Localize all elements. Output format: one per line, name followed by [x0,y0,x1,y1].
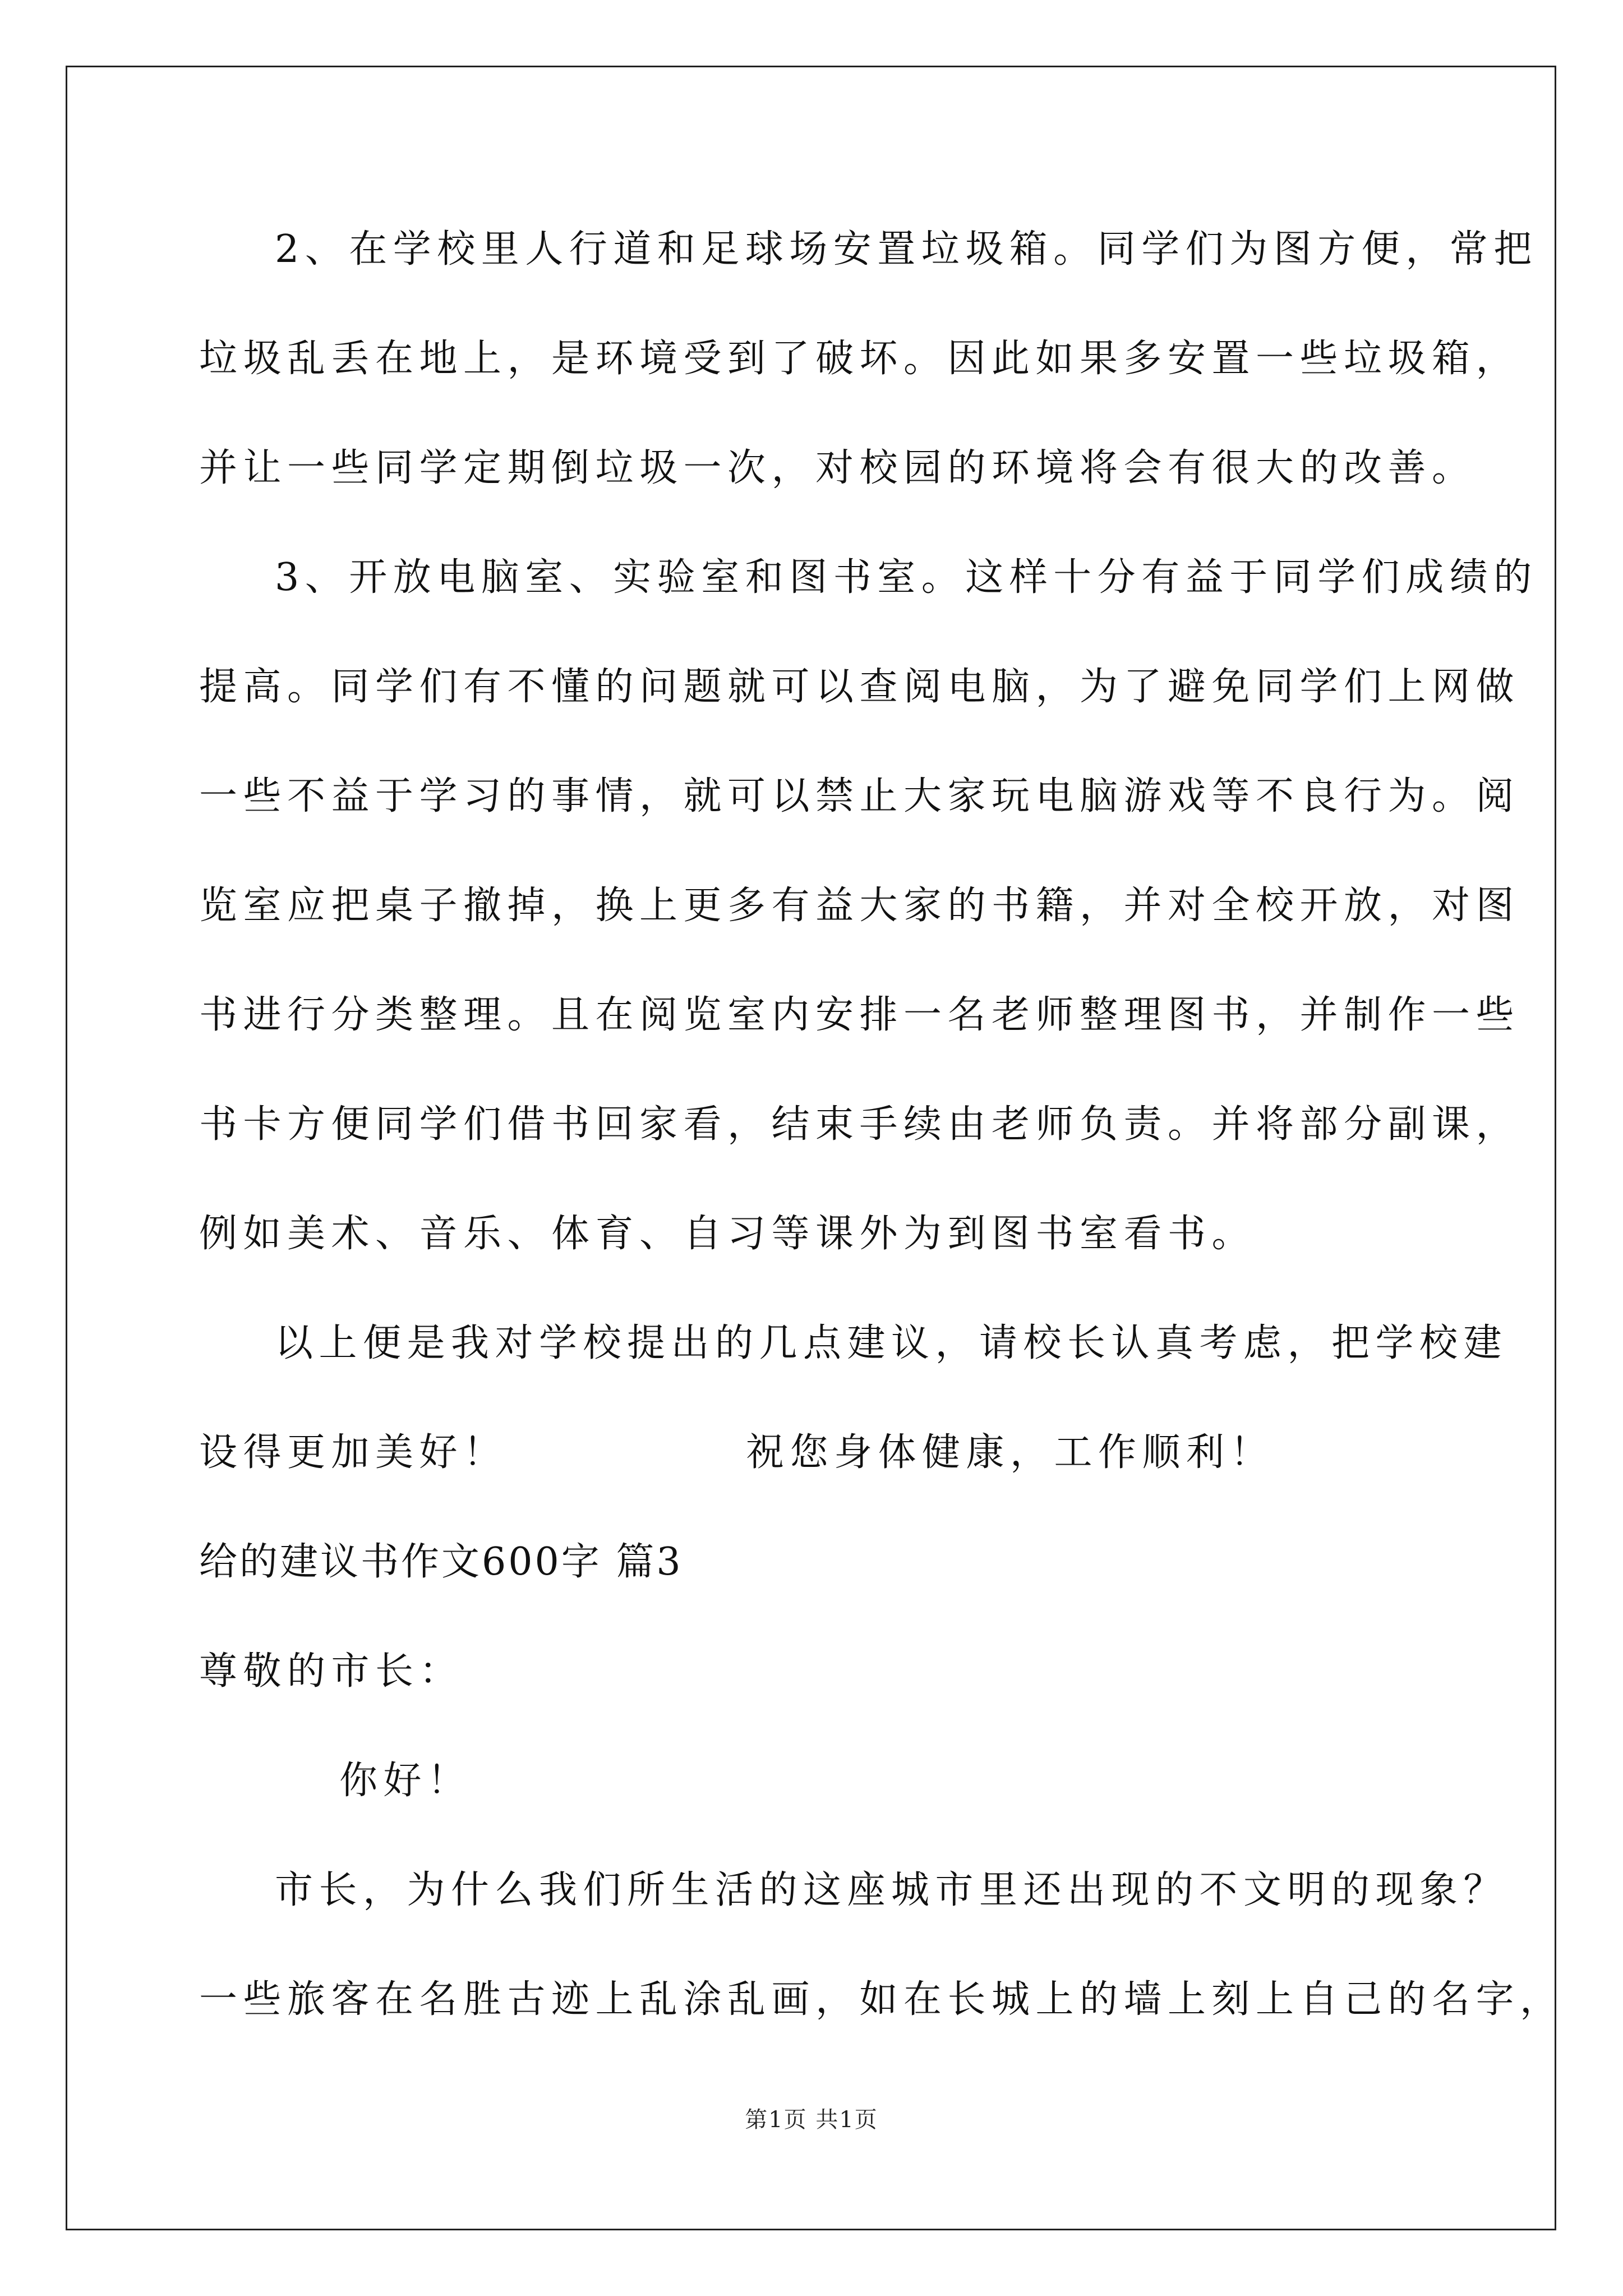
salutation: 尊敬的市长： [199,1649,464,1694]
letter-body-line-2: 一些旅客在名胜古迹上乱涂乱画，如在长城上的墙上刻上自己的名字， [199,1977,1564,2022]
greeting: 你好！ [339,1759,472,1803]
paragraph-3-line-6: 书卡方便同学们借书回家看，结束手续由老师负责。并将部分副课， [199,1102,1520,1147]
paragraph-2-line-2: 垃圾乱丢在地上，是环境受到了破坏。因此如果多安置一些垃圾箱， [199,337,1520,381]
paragraph-2-line-3: 并让一些同学定期倒垃圾一次，对校园的环境将会有很大的改善。 [199,446,1476,490]
closing-wish: 设得更加美好！ [199,1430,508,1475]
closing-line-1: 以上便是我对学校提出的几点建议，请校长认真考虑，把学校建 [275,1321,1508,1365]
page-number-footer: 第1页 共1页 [745,2107,878,2133]
paragraph-3-line-5: 书进行分类整理。且在阅览室内安排一名老师整理图书，并制作一些 [199,993,1520,1037]
section-heading: 给的建议书作文600字 篇3 [199,1540,683,1584]
closing-line-2 [199,1430,1433,1475]
paragraph-2-line-1: 2、在学校里人行道和足球场安置垃圾箱。同学们为图方便，常把 [275,227,1538,272]
paragraph-3-line-3: 一些不益于学习的事情，就可以禁止大家玩电脑游戏等不良行为。阅 [199,774,1520,818]
paragraph-3-line-2: 提高。同学们有不懂的问题就可以查阅电脑，为了避免同学们上网做 [199,665,1520,709]
closing-signoff: 祝您身体健康，工作顺利！ [746,1430,1275,1475]
paragraph-3-line-4: 览室应把桌子撤掉，换上更多有益大家的书籍，并对全校开放，对图 [199,884,1520,928]
paragraph-3-line-7: 例如美术、音乐、体育、自习等课外为到图书室看书。 [199,1212,1256,1256]
paragraph-3-line-1: 3、开放电脑室、实验室和图书室。这样十分有益于同学们成绩的 [275,555,1538,600]
letter-body-line-1: 市长，为什么我们所生活的这座城市里还出现的不文明的现象？ [275,1868,1508,1912]
